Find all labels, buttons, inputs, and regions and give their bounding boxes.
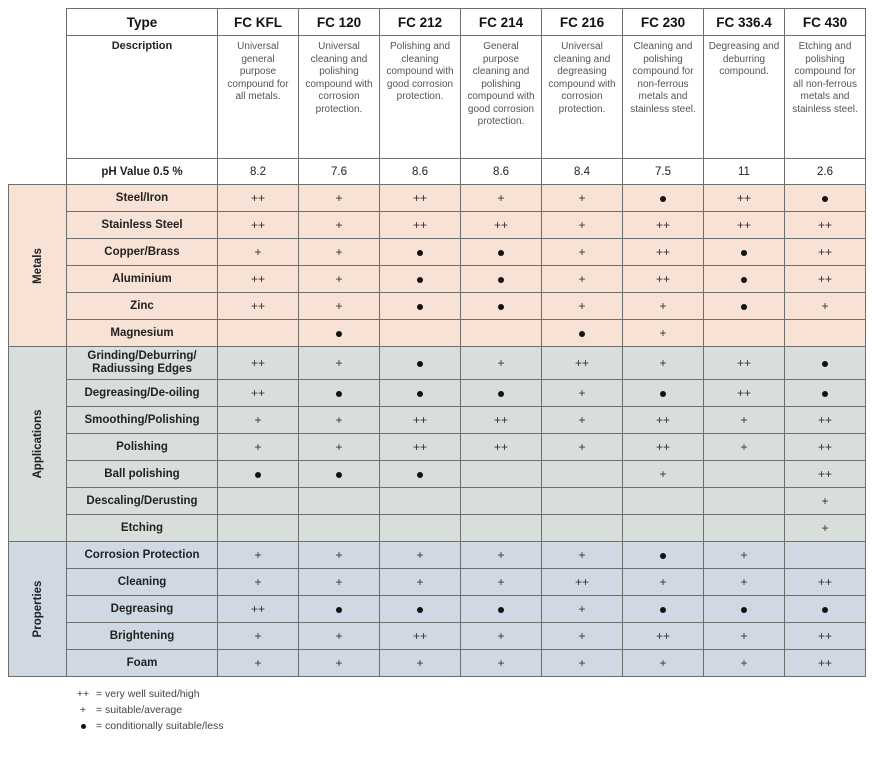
table-row bbox=[9, 266, 866, 293]
description-label: Description bbox=[67, 36, 218, 159]
dot-icon bbox=[822, 607, 828, 613]
row-label: Aluminium bbox=[67, 266, 218, 293]
product-header: FC KFL bbox=[218, 9, 299, 36]
ph-value: 8.6 bbox=[380, 159, 461, 185]
rating-cell bbox=[461, 596, 542, 623]
group-label-text: Properties bbox=[31, 580, 44, 638]
rating-cell bbox=[461, 239, 542, 266]
rating-cell bbox=[380, 293, 461, 320]
table-row bbox=[9, 434, 866, 461]
rating-cell: + bbox=[623, 461, 704, 488]
rating-cell: ++ bbox=[380, 407, 461, 434]
rating-cell: ++ bbox=[461, 407, 542, 434]
dot-icon bbox=[660, 607, 666, 613]
ph-value: 7.5 bbox=[623, 159, 704, 185]
blank-cell bbox=[9, 159, 67, 185]
table-row bbox=[9, 407, 866, 434]
rating-cell: + bbox=[299, 185, 380, 212]
rating-cell: + bbox=[542, 266, 623, 293]
rating-cell: + bbox=[299, 347, 380, 380]
ph-label: pH Value 0.5 % bbox=[67, 159, 218, 185]
rating-cell: ++ bbox=[380, 212, 461, 239]
rating-cell: ++ bbox=[380, 185, 461, 212]
row-label: Ball polishing bbox=[67, 461, 218, 488]
table-row bbox=[9, 596, 866, 623]
row-label: Brightening bbox=[67, 623, 218, 650]
row-label: Zinc bbox=[67, 293, 218, 320]
table-row bbox=[9, 380, 866, 407]
rating-cell: + bbox=[218, 239, 299, 266]
rating-cell bbox=[461, 293, 542, 320]
row-label: Polishing bbox=[67, 434, 218, 461]
rating-cell bbox=[380, 266, 461, 293]
row-label: Degreasing/De-oiling bbox=[67, 380, 218, 407]
row-label: Descaling/Derusting bbox=[67, 488, 218, 515]
legend-text: = suitable/average bbox=[96, 704, 183, 716]
rating-cell bbox=[218, 461, 299, 488]
table-row bbox=[9, 293, 866, 320]
dot-icon bbox=[741, 607, 747, 613]
rating-cell: + bbox=[218, 407, 299, 434]
table-row bbox=[9, 488, 866, 515]
dot-icon bbox=[336, 331, 342, 337]
rating-cell bbox=[704, 239, 785, 266]
rating-cell: + bbox=[218, 623, 299, 650]
dot-icon bbox=[741, 250, 747, 256]
ph-value: 11 bbox=[704, 159, 785, 185]
description-cell: Universal cleaning and polishing compound with corrosion protection. bbox=[299, 36, 380, 159]
row-label: Foam bbox=[67, 650, 218, 677]
rating-cell bbox=[704, 515, 785, 542]
rating-cell bbox=[461, 266, 542, 293]
rating-cell bbox=[299, 515, 380, 542]
rating-cell bbox=[704, 596, 785, 623]
rating-cell: ++ bbox=[623, 239, 704, 266]
dot-icon bbox=[336, 607, 342, 613]
rating-cell: + bbox=[299, 293, 380, 320]
table-row bbox=[9, 515, 866, 542]
table-row bbox=[9, 650, 866, 677]
rating-cell bbox=[704, 461, 785, 488]
rating-cell: + bbox=[299, 650, 380, 677]
rating-cell: ++ bbox=[704, 212, 785, 239]
rating-cell: ++ bbox=[785, 623, 866, 650]
table-row bbox=[9, 347, 866, 380]
group-label-text: Metals bbox=[31, 247, 44, 284]
rating-cell bbox=[461, 461, 542, 488]
rating-cell bbox=[623, 488, 704, 515]
table-row bbox=[9, 542, 866, 569]
rating-cell bbox=[299, 488, 380, 515]
rating-cell: ++ bbox=[542, 569, 623, 596]
rating-cell bbox=[461, 515, 542, 542]
dot-icon bbox=[498, 391, 504, 397]
rating-cell: + bbox=[299, 434, 380, 461]
corner-blank bbox=[9, 9, 67, 36]
rating-cell bbox=[785, 380, 866, 407]
dot-icon bbox=[417, 472, 423, 478]
rating-cell: + bbox=[542, 380, 623, 407]
rating-cell bbox=[623, 596, 704, 623]
rating-cell: + bbox=[218, 569, 299, 596]
product-header: FC 214 bbox=[461, 9, 542, 36]
table-row bbox=[9, 212, 866, 239]
rating-cell: + bbox=[380, 569, 461, 596]
product-header: FC 212 bbox=[380, 9, 461, 36]
rating-cell: + bbox=[461, 542, 542, 569]
rating-cell bbox=[542, 488, 623, 515]
rating-cell: + bbox=[461, 185, 542, 212]
rating-cell: + bbox=[542, 434, 623, 461]
rating-cell: ++ bbox=[218, 380, 299, 407]
rating-cell: + bbox=[299, 239, 380, 266]
rating-cell: + bbox=[785, 488, 866, 515]
dot-icon bbox=[822, 361, 828, 367]
legend-text: = conditionally suitable/less bbox=[96, 720, 224, 732]
legend-symbol bbox=[70, 720, 96, 732]
rating-cell: ++ bbox=[785, 239, 866, 266]
legend-text: = very well suited/high bbox=[96, 688, 200, 700]
rating-cell bbox=[380, 488, 461, 515]
product-header: FC 430 bbox=[785, 9, 866, 36]
group-label-text: Applications bbox=[31, 409, 44, 479]
table-row bbox=[9, 461, 866, 488]
description-cell: General purpose cleaning and polishing compound with good corrosion protection. bbox=[461, 36, 542, 159]
rating-cell bbox=[785, 542, 866, 569]
rating-cell: + bbox=[461, 650, 542, 677]
rating-cell bbox=[218, 515, 299, 542]
rating-cell: + bbox=[704, 650, 785, 677]
rating-cell: + bbox=[542, 212, 623, 239]
row-label: Magnesium bbox=[67, 320, 218, 347]
rating-cell bbox=[380, 347, 461, 380]
product-header: FC 336.4 bbox=[704, 9, 785, 36]
rating-cell: + bbox=[785, 515, 866, 542]
rating-cell bbox=[704, 293, 785, 320]
dot-icon bbox=[498, 277, 504, 283]
blank-cell bbox=[9, 36, 67, 159]
rating-cell: ++ bbox=[785, 434, 866, 461]
legend-item bbox=[70, 686, 224, 702]
dot-icon bbox=[417, 304, 423, 310]
rating-cell bbox=[461, 380, 542, 407]
rating-cell bbox=[704, 488, 785, 515]
rating-cell: + bbox=[623, 293, 704, 320]
rating-cell: ++ bbox=[623, 407, 704, 434]
rating-cell: + bbox=[461, 623, 542, 650]
rating-cell: ++ bbox=[785, 650, 866, 677]
rating-cell: + bbox=[542, 596, 623, 623]
description-cell: Degreasing and deburring compound. bbox=[704, 36, 785, 159]
rating-cell: ++ bbox=[623, 212, 704, 239]
dot-icon bbox=[498, 304, 504, 310]
rating-cell: ++ bbox=[218, 212, 299, 239]
rating-cell: ++ bbox=[461, 434, 542, 461]
rating-cell bbox=[785, 596, 866, 623]
rating-cell bbox=[623, 380, 704, 407]
ph-value: 8.4 bbox=[542, 159, 623, 185]
row-label: Smoothing/Polishing bbox=[67, 407, 218, 434]
table-row bbox=[9, 623, 866, 650]
product-header: FC 230 bbox=[623, 9, 704, 36]
dot-icon bbox=[498, 250, 504, 256]
table-row bbox=[9, 320, 866, 347]
legend-symbol: + bbox=[79, 704, 87, 716]
rating-cell: + bbox=[623, 320, 704, 347]
rating-cell: ++ bbox=[218, 347, 299, 380]
rating-cell: + bbox=[623, 347, 704, 380]
legend-item bbox=[70, 702, 224, 718]
dot-icon bbox=[660, 553, 666, 559]
rating-cell: + bbox=[380, 650, 461, 677]
legend bbox=[70, 686, 224, 734]
rating-cell bbox=[704, 266, 785, 293]
rating-cell: + bbox=[461, 569, 542, 596]
rating-cell: + bbox=[542, 185, 623, 212]
rating-cell: ++ bbox=[704, 380, 785, 407]
rating-cell bbox=[380, 461, 461, 488]
rating-cell: + bbox=[380, 542, 461, 569]
rating-cell bbox=[623, 185, 704, 212]
table-row bbox=[9, 239, 866, 266]
rating-cell bbox=[380, 515, 461, 542]
rating-cell: + bbox=[542, 407, 623, 434]
rating-cell: ++ bbox=[785, 212, 866, 239]
dot-icon bbox=[336, 391, 342, 397]
rating-cell: + bbox=[704, 569, 785, 596]
ph-value: 8.6 bbox=[461, 159, 542, 185]
table-row bbox=[9, 569, 866, 596]
rating-cell bbox=[785, 320, 866, 347]
rating-cell bbox=[218, 320, 299, 347]
group-label-apps bbox=[9, 347, 67, 542]
rating-cell: + bbox=[542, 650, 623, 677]
row-label: Corrosion Protection bbox=[67, 542, 218, 569]
dot-icon bbox=[336, 472, 342, 478]
rating-cell: ++ bbox=[785, 407, 866, 434]
rating-cell: ++ bbox=[785, 266, 866, 293]
dot-icon bbox=[81, 724, 86, 729]
rating-cell: + bbox=[299, 569, 380, 596]
dot-icon bbox=[822, 391, 828, 397]
group-label-props bbox=[9, 542, 67, 677]
type-header: Type bbox=[67, 9, 218, 36]
rating-cell: + bbox=[299, 266, 380, 293]
description-cell: Polishing and cleaning compound with good corrosion protection. bbox=[380, 36, 461, 159]
rating-cell: ++ bbox=[542, 347, 623, 380]
rating-cell: + bbox=[704, 623, 785, 650]
product-header: FC 216 bbox=[542, 9, 623, 36]
rating-cell: + bbox=[542, 542, 623, 569]
rating-cell: ++ bbox=[704, 347, 785, 380]
rating-cell bbox=[461, 320, 542, 347]
rating-cell bbox=[380, 380, 461, 407]
description-cell: Universal cleaning and degreasing compound with corrosion protection. bbox=[542, 36, 623, 159]
dot-icon bbox=[417, 361, 423, 367]
rating-cell bbox=[218, 488, 299, 515]
rating-cell: + bbox=[542, 293, 623, 320]
rating-cell bbox=[299, 320, 380, 347]
dot-icon bbox=[579, 331, 585, 337]
rating-cell: ++ bbox=[218, 293, 299, 320]
rating-cell bbox=[299, 380, 380, 407]
dot-icon bbox=[417, 250, 423, 256]
compatibility-table bbox=[8, 8, 866, 677]
rating-cell bbox=[299, 596, 380, 623]
ph-value: 8.2 bbox=[218, 159, 299, 185]
rating-cell: + bbox=[299, 542, 380, 569]
description-cell: Universal general purpose compound for all metals. bbox=[218, 36, 299, 159]
legend-item bbox=[70, 718, 224, 734]
dot-icon bbox=[417, 277, 423, 283]
rating-cell bbox=[623, 515, 704, 542]
rating-cell: ++ bbox=[218, 596, 299, 623]
rating-cell: ++ bbox=[218, 185, 299, 212]
rating-cell bbox=[380, 596, 461, 623]
rating-cell: + bbox=[218, 434, 299, 461]
rating-cell: + bbox=[461, 347, 542, 380]
rating-cell: + bbox=[785, 293, 866, 320]
rating-cell: ++ bbox=[704, 185, 785, 212]
rating-cell bbox=[380, 239, 461, 266]
table-row bbox=[9, 185, 866, 212]
rating-cell: + bbox=[218, 542, 299, 569]
rating-cell bbox=[623, 542, 704, 569]
rating-cell: ++ bbox=[785, 461, 866, 488]
rating-cell: + bbox=[299, 407, 380, 434]
dot-icon bbox=[822, 196, 828, 202]
rating-cell: ++ bbox=[380, 623, 461, 650]
rating-cell bbox=[542, 320, 623, 347]
row-label: Etching bbox=[67, 515, 218, 542]
rating-cell bbox=[785, 185, 866, 212]
row-label: Copper/Brass bbox=[67, 239, 218, 266]
rating-cell: ++ bbox=[380, 434, 461, 461]
rating-cell: + bbox=[704, 542, 785, 569]
row-label: Cleaning bbox=[67, 569, 218, 596]
rating-cell: + bbox=[623, 650, 704, 677]
rating-cell: + bbox=[542, 239, 623, 266]
rating-cell: + bbox=[704, 434, 785, 461]
dot-icon bbox=[741, 304, 747, 310]
description-cell: Cleaning and polishing compound for non-ferrous metals and stainless steel. bbox=[623, 36, 704, 159]
dot-icon bbox=[255, 472, 261, 478]
dot-icon bbox=[417, 607, 423, 613]
rating-cell bbox=[785, 347, 866, 380]
rating-cell: + bbox=[623, 569, 704, 596]
row-label: Steel/Iron bbox=[67, 185, 218, 212]
row-label: Stainless Steel bbox=[67, 212, 218, 239]
dot-icon bbox=[660, 196, 666, 202]
dot-icon bbox=[417, 391, 423, 397]
rating-cell bbox=[380, 320, 461, 347]
description-cell: Etching and polishing compound for all non-ferrous metals and stainless steel. bbox=[785, 36, 866, 159]
rating-cell bbox=[542, 461, 623, 488]
row-label: Grinding/Deburring/ Radiussing Edges bbox=[67, 347, 218, 380]
rating-cell bbox=[461, 488, 542, 515]
dot-icon bbox=[741, 277, 747, 283]
rating-cell: ++ bbox=[218, 266, 299, 293]
legend-symbol: ++ bbox=[76, 688, 90, 700]
ph-value: 2.6 bbox=[785, 159, 866, 185]
rating-cell: + bbox=[299, 212, 380, 239]
rating-cell: + bbox=[218, 650, 299, 677]
group-label-metals bbox=[9, 185, 67, 347]
ph-value: 7.6 bbox=[299, 159, 380, 185]
rating-cell: ++ bbox=[623, 623, 704, 650]
product-header: FC 120 bbox=[299, 9, 380, 36]
rating-cell: ++ bbox=[785, 569, 866, 596]
rating-cell: ++ bbox=[623, 434, 704, 461]
row-label: Degreasing bbox=[67, 596, 218, 623]
rating-cell: + bbox=[704, 407, 785, 434]
rating-cell bbox=[299, 461, 380, 488]
rating-cell: + bbox=[542, 623, 623, 650]
rating-cell bbox=[704, 320, 785, 347]
dot-icon bbox=[498, 607, 504, 613]
dot-icon bbox=[660, 391, 666, 397]
rating-cell: ++ bbox=[623, 266, 704, 293]
rating-cell: ++ bbox=[461, 212, 542, 239]
rating-cell bbox=[542, 515, 623, 542]
rating-cell: + bbox=[299, 623, 380, 650]
